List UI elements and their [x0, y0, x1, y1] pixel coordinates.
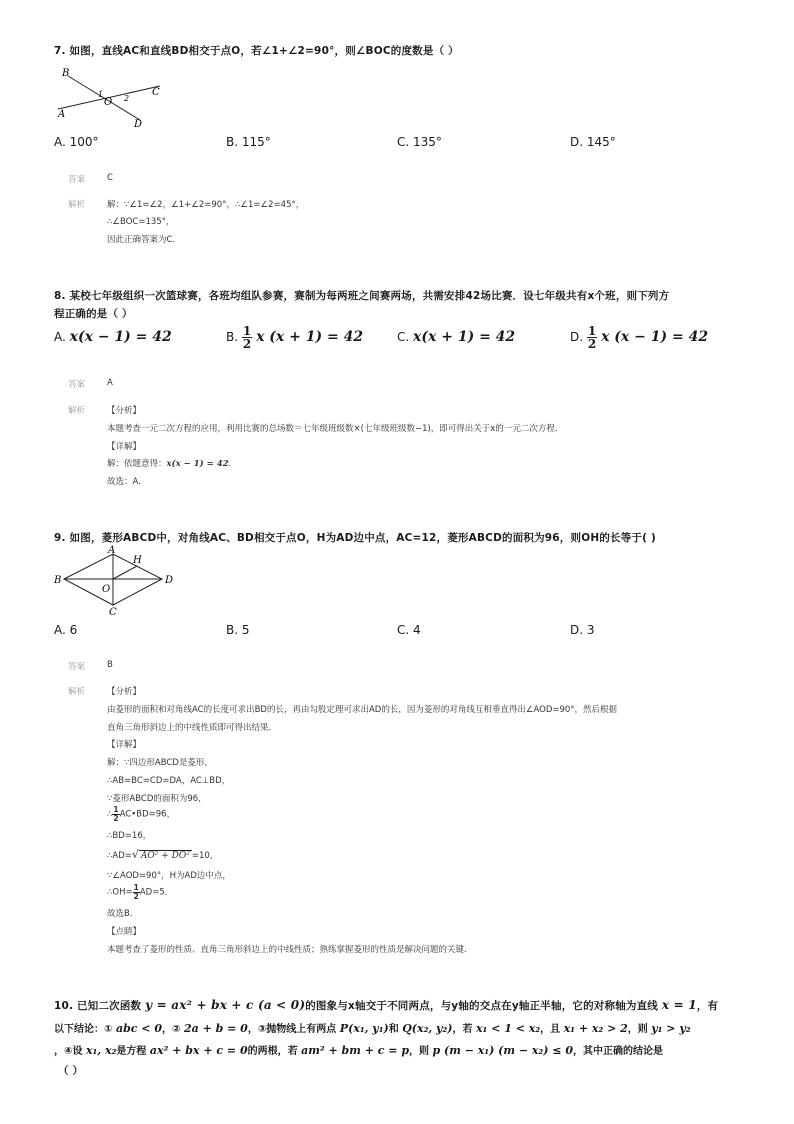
q9-detail-6: ∴AD=√ AO² + DO² =10， [107, 848, 219, 861]
q8-option-c-expr: x(x + 1) = 42 [413, 329, 516, 345]
label-d: D [165, 575, 174, 586]
q9-detail-10: 本题考查了菱形的性质、直角三角形斜边上的中线性质；熟练掌握菱形的性质是解决问题的关键． [107, 945, 473, 955]
q9-detail-2: ∴AB=BC=CD=DA，AC⊥BD， [107, 776, 231, 786]
q10-line4: （ ） [58, 1065, 84, 1077]
q7-analysis-line3: 因此正确答案为C. [107, 235, 176, 245]
q7-option-d[interactable]: D. 145° [570, 135, 616, 149]
q9-detail-7: ∵∠AOD=90°，H为AD边中点， [107, 871, 231, 881]
q10-line2: 以下结论：① abc < 0，② 2a + b = 0，③抛物线上有两点 P(x₁, y₁)和 Q(x₂, y₂)，若 x₁ < 1 < x₂，且 x₁ + x₂ > 2，则 y₁ > y₂ [54, 1022, 691, 1035]
q8-stem-line2: 程正确的是（ ） [54, 308, 133, 320]
q9-detail-4: ∴ $\frac{1}{2}$ AC•BD=96， [107, 805, 176, 823]
q9-xiangjie: 【详解】 [107, 740, 142, 750]
q8-option-b-fraction: $\frac{1}{2}$ [242, 324, 252, 351]
q9-analysis-a2: 直角三角形斜边上的中线性质即可得出结果． [107, 723, 278, 733]
label-c: C [109, 607, 117, 615]
q9-detail-8: ∴OH= $\frac{1}{2}$ AD=5． [107, 883, 174, 901]
q7-answer: C [107, 173, 113, 183]
q8-option-c-label: C. [397, 330, 410, 344]
label-c: C [152, 87, 160, 98]
q8-stem-line1: 8. 某校七年级组织一次篮球赛，各班均组队参赛，赛制为每两班之间赛两场，共需安排42场比赛．设七年级共有x个班，则下列方 [54, 290, 670, 302]
q7-option-b[interactable]: B. 115° [226, 135, 271, 149]
q9-option-d[interactable]: D. 3 [570, 623, 595, 637]
q8-option-d[interactable] [570, 325, 708, 350]
q9-detail-9: 故选B． [107, 909, 139, 919]
label-angle-1: 1 [98, 90, 104, 99]
q8-option-d-expr: x (x − 1) = 42 [601, 329, 709, 345]
q8-xiangjie: 【详解】 [107, 442, 142, 452]
q8-option-d-fraction: $\frac{1}{2}$ [587, 324, 597, 351]
q9-option-b[interactable]: B. 5 [226, 623, 250, 637]
q8-answer-tag: 答案 [68, 380, 86, 390]
q9-option-a[interactable]: A. 6 [54, 623, 78, 637]
q8-fenxi: 【分析】 [107, 406, 142, 416]
q10-line1: 10. 已知二次函数 y = ax² + bx + c (a < 0)的图象与x轴交于不同两点，与y轴的交点在y轴正半轴，它的对称轴为直线 x = 1，有 [54, 998, 719, 1012]
q9-dianjing: 【点睛】 [107, 927, 142, 937]
q7-option-a[interactable]: A. 100° [54, 135, 99, 149]
q8-option-a-expr: x(x − 1) = 42 [69, 329, 172, 345]
label-h: H [133, 555, 142, 566]
q8-option-b-label: B. [226, 330, 239, 344]
q9-sqrt-expr: AO² + DO² [140, 851, 190, 861]
q8-answer: A [107, 378, 113, 388]
q9-option-c[interactable]: C. 4 [397, 623, 421, 637]
q9-answer-tag: 答案 [68, 662, 86, 672]
q7-analysis-tag: 解析 [68, 200, 86, 210]
label-a: A [58, 109, 66, 120]
q7-answer-tag: 答案 [68, 175, 86, 185]
q9-stem: 9. 如图，菱形ABCD中，对角线AC、BD相交于点O，H为AD边中点，AC=12，菱形ABCD的面积为96，则OH的长等于( ) [54, 532, 656, 544]
label-a: A [108, 545, 116, 556]
label-o: O [102, 584, 111, 595]
q9-detail-1: 解：∵四边形ABCD是菱形， [107, 758, 213, 768]
q8-option-d-label: D. [570, 330, 584, 344]
q8-analysis-line1: 本题考查一元二次方程的应用，利用比赛的总场数＝七年级班级数×(七年级班级数−1)，即可得出关于x的一元二次方程． [107, 424, 564, 434]
q8-option-a[interactable] [54, 329, 172, 345]
q7-stem: 7. 如图，直线AC和直线BD相交于点O，若∠1+∠2=90°，则∠BOC的度数是（ ） [54, 45, 459, 57]
q9-figure [52, 545, 174, 615]
label-o: O [104, 97, 113, 108]
q9-fenxi: 【分析】 [107, 687, 142, 697]
q9-analysis-a1: 由菱形的面积和对角线AC的长度可求出BD的长，再由勾股定理可求出AD的长，因为菱形的对角线互相垂直得出∠AOD=90°，然后根据 [107, 705, 618, 715]
q8-analysis-tag: 解析 [68, 406, 86, 416]
label-angle-2: 2 [124, 94, 130, 103]
q9-analysis-tag: 解析 [68, 687, 86, 697]
q8-analysis-line3: 故选：A. [107, 477, 141, 487]
q8-option-b-expr: x (x + 1) = 42 [256, 329, 364, 345]
q7-analysis-line2: ∴∠BOC=135°， [107, 217, 175, 227]
label-b: B [62, 68, 70, 79]
q8-analysis-expr: x(x − 1) = 42 [166, 459, 229, 469]
q8-option-b[interactable] [226, 325, 363, 350]
q10-line3: ，④设 x₁, x₂是方程 ax² + bx + c = 0的两根，若 am² + bm + c = p，则 p (m − x₁) (m − x₂) ≤ 0，其中正确的结论是 [54, 1044, 663, 1057]
q8-option-c[interactable] [397, 329, 515, 345]
q7-option-c[interactable]: C. 135° [397, 135, 442, 149]
q9-answer: B [107, 660, 113, 670]
q7-figure [54, 64, 174, 128]
q8-option-a-label: A. [54, 330, 66, 344]
q9-detail-5: ∴BD=16， [107, 831, 152, 841]
label-d: D [134, 119, 143, 128]
segment-oh [113, 566, 137, 579]
q7-analysis-line1: 解：∵∠1=∠2，∠1+∠2=90°，∴∠1=∠2=45°， [107, 200, 305, 210]
q8-analysis-line2: 解：依题意得：x(x − 1) = 42. [107, 459, 232, 469]
label-b: B [54, 575, 62, 586]
q9-detail-3: ∵菱形ABCD的面积为96， [107, 794, 207, 804]
